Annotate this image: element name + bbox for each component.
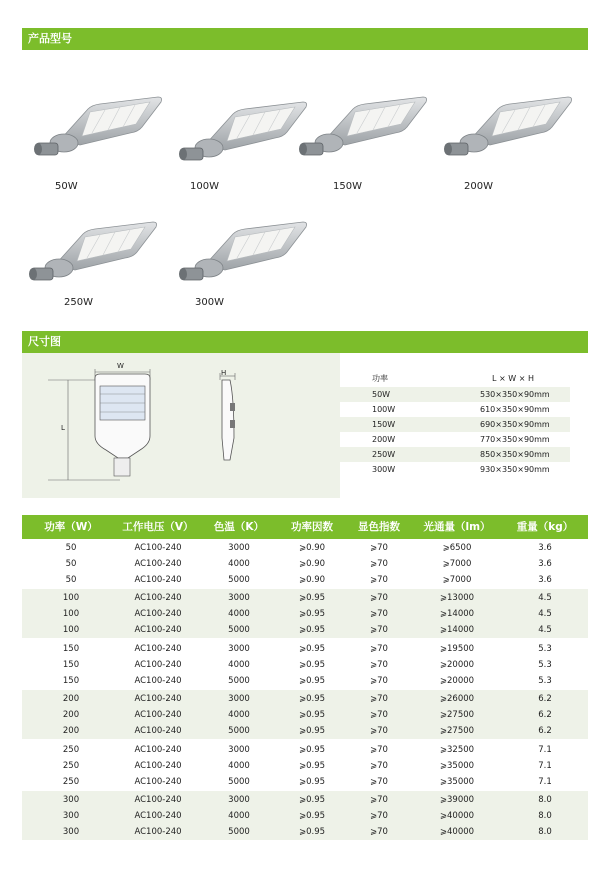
cell-power-factor: ⩾0.95 bbox=[298, 777, 326, 787]
dim-size: 770×350×90mm bbox=[480, 435, 550, 444]
cell-cri: ⩾70 bbox=[370, 777, 388, 787]
header-weight: 重量（kg） bbox=[516, 521, 574, 533]
cell-cri: ⩾70 bbox=[370, 543, 388, 553]
cell-color-temp: 5000 bbox=[228, 827, 250, 837]
dimension-table-header bbox=[340, 371, 570, 386]
product-image-200w bbox=[440, 85, 575, 170]
cell-cri: ⩾70 bbox=[370, 559, 388, 569]
cell-voltage: AC100-240 bbox=[134, 660, 182, 670]
cell-cri: ⩾70 bbox=[370, 676, 388, 686]
dim-power: 300W bbox=[372, 465, 396, 474]
table-row bbox=[22, 572, 588, 588]
cell-weight: 6.2 bbox=[538, 726, 552, 736]
spec-row-group bbox=[22, 640, 588, 689]
cell-cri: ⩾70 bbox=[370, 575, 388, 585]
cell-power-factor: ⩾0.95 bbox=[298, 827, 326, 837]
cell-lumen: ⩾26000 bbox=[439, 694, 475, 704]
cell-voltage: AC100-240 bbox=[134, 543, 182, 553]
cell-power: 50 bbox=[65, 575, 77, 585]
spec-row-group bbox=[22, 741, 588, 790]
cell-power: 300 bbox=[62, 827, 80, 837]
cell-power: 50 bbox=[65, 559, 77, 569]
cell-power: 150 bbox=[62, 660, 80, 670]
cell-power-factor: ⩾0.90 bbox=[298, 559, 326, 569]
dim-size: 850×350×90mm bbox=[480, 450, 550, 459]
header-power: 功率（W） bbox=[44, 521, 98, 533]
dim-power: 100W bbox=[372, 405, 396, 414]
cell-power-factor: ⩾0.95 bbox=[298, 726, 326, 736]
product-image-250w bbox=[25, 210, 160, 295]
cell-power: 200 bbox=[62, 710, 80, 720]
cell-cri: ⩾70 bbox=[370, 644, 388, 654]
cell-lumen: ⩾39000 bbox=[439, 795, 475, 805]
header-cri: 显色指数 bbox=[358, 521, 400, 533]
cell-voltage: AC100-240 bbox=[134, 726, 182, 736]
header-power: 功率 bbox=[372, 374, 388, 383]
cell-weight: 6.2 bbox=[538, 694, 552, 704]
product-image-50w bbox=[30, 85, 165, 170]
table-row bbox=[22, 792, 588, 808]
product-label: 250W bbox=[64, 297, 93, 308]
cell-power: 250 bbox=[62, 745, 80, 755]
cell-power: 50 bbox=[65, 543, 77, 553]
cell-weight: 5.3 bbox=[538, 660, 552, 670]
cell-power-factor: ⩾0.95 bbox=[298, 593, 326, 603]
section-header-dimension-drawing bbox=[22, 331, 588, 353]
cell-weight: 3.6 bbox=[538, 543, 552, 553]
cell-cri: ⩾70 bbox=[370, 593, 388, 603]
cell-power-factor: ⩾0.95 bbox=[298, 795, 326, 805]
table-row bbox=[22, 808, 588, 824]
section-header-product-models bbox=[22, 28, 588, 50]
cell-power-factor: ⩾0.95 bbox=[298, 625, 326, 635]
cell-weight: 3.6 bbox=[538, 575, 552, 585]
cell-color-temp: 5000 bbox=[228, 575, 250, 585]
cell-weight: 4.5 bbox=[538, 609, 552, 619]
cell-lumen: ⩾27500 bbox=[439, 710, 475, 720]
cell-power: 300 bbox=[62, 795, 80, 805]
cell-voltage: AC100-240 bbox=[134, 593, 182, 603]
cell-color-temp: 3000 bbox=[228, 745, 250, 755]
cell-color-temp: 3000 bbox=[228, 644, 250, 654]
cell-voltage: AC100-240 bbox=[134, 795, 182, 805]
header-lumen: 光通量（lm） bbox=[423, 521, 491, 533]
cell-weight: 6.2 bbox=[538, 710, 552, 720]
cell-lumen: ⩾27500 bbox=[439, 726, 475, 736]
spec-row-group bbox=[22, 539, 588, 588]
dim-size: 930×350×90mm bbox=[480, 465, 550, 474]
cell-cri: ⩾70 bbox=[370, 660, 388, 670]
cell-voltage: AC100-240 bbox=[134, 777, 182, 787]
cell-lumen: ⩾20000 bbox=[439, 676, 475, 686]
cell-voltage: AC100-240 bbox=[134, 761, 182, 771]
cell-color-temp: 4000 bbox=[228, 811, 250, 821]
header-power-factor: 功率因数 bbox=[291, 521, 333, 533]
cell-power-factor: ⩾0.95 bbox=[298, 644, 326, 654]
cell-color-temp: 4000 bbox=[228, 609, 250, 619]
cell-lumen: ⩾35000 bbox=[439, 761, 475, 771]
cell-power-factor: ⩾0.95 bbox=[298, 710, 326, 720]
spec-row-group bbox=[22, 791, 588, 840]
section-title: 产品型号 bbox=[28, 32, 72, 45]
cell-cri: ⩾70 bbox=[370, 625, 388, 635]
dim-size: 610×350×90mm bbox=[480, 405, 550, 414]
dimension-row bbox=[340, 402, 570, 417]
dimension-row bbox=[340, 462, 570, 477]
cell-color-temp: 5000 bbox=[228, 676, 250, 686]
cell-weight: 4.5 bbox=[538, 625, 552, 635]
cell-cri: ⩾70 bbox=[370, 827, 388, 837]
cell-weight: 4.5 bbox=[538, 593, 552, 603]
dimension-row bbox=[340, 447, 570, 462]
table-row bbox=[22, 691, 588, 707]
cell-power: 250 bbox=[62, 761, 80, 771]
cell-voltage: AC100-240 bbox=[134, 559, 182, 569]
product-image-150w bbox=[295, 85, 430, 170]
cell-cri: ⩾70 bbox=[370, 745, 388, 755]
cell-cri: ⩾70 bbox=[370, 710, 388, 720]
cell-power: 150 bbox=[62, 644, 80, 654]
length-label: L bbox=[61, 424, 65, 432]
table-row bbox=[22, 673, 588, 689]
table-row bbox=[22, 774, 588, 790]
cell-power: 200 bbox=[62, 694, 80, 704]
cell-power-factor: ⩾0.90 bbox=[298, 543, 326, 553]
cell-weight: 5.3 bbox=[538, 644, 552, 654]
cell-lumen: ⩾20000 bbox=[439, 660, 475, 670]
dimension-drawing bbox=[40, 358, 300, 488]
cell-cri: ⩾70 bbox=[370, 761, 388, 771]
cell-color-temp: 5000 bbox=[228, 777, 250, 787]
cell-lumen: ⩾35000 bbox=[439, 777, 475, 787]
cell-color-temp: 5000 bbox=[228, 726, 250, 736]
cell-power-factor: ⩾0.95 bbox=[298, 811, 326, 821]
cell-power-factor: ⩾0.95 bbox=[298, 609, 326, 619]
cell-lumen: ⩾40000 bbox=[439, 811, 475, 821]
cell-power: 100 bbox=[62, 593, 80, 603]
table-row bbox=[22, 590, 588, 606]
cell-weight: 8.0 bbox=[538, 811, 552, 821]
dimension-row bbox=[340, 387, 570, 402]
cell-power-factor: ⩾0.95 bbox=[298, 676, 326, 686]
cell-lumen: ⩾7000 bbox=[442, 559, 472, 569]
cell-power: 300 bbox=[62, 811, 80, 821]
specification-table bbox=[22, 515, 588, 843]
table-row bbox=[22, 641, 588, 657]
cell-lumen: ⩾14000 bbox=[439, 625, 475, 635]
spec-table-header bbox=[22, 515, 588, 539]
cell-cri: ⩾70 bbox=[370, 726, 388, 736]
cell-power-factor: ⩾0.95 bbox=[298, 761, 326, 771]
cell-lumen: ⩾14000 bbox=[439, 609, 475, 619]
cell-power-factor: ⩾0.95 bbox=[298, 660, 326, 670]
table-row bbox=[22, 657, 588, 673]
cell-power: 100 bbox=[62, 625, 80, 635]
cell-color-temp: 4000 bbox=[228, 761, 250, 771]
product-label: 300W bbox=[195, 297, 224, 308]
cell-weight: 8.0 bbox=[538, 795, 552, 805]
cell-color-temp: 3000 bbox=[228, 543, 250, 553]
dim-power: 150W bbox=[372, 420, 396, 429]
cell-color-temp: 3000 bbox=[228, 694, 250, 704]
cell-voltage: AC100-240 bbox=[134, 710, 182, 720]
cell-voltage: AC100-240 bbox=[134, 827, 182, 837]
cell-voltage: AC100-240 bbox=[134, 811, 182, 821]
section-title: 尺寸图 bbox=[28, 335, 61, 348]
cell-weight: 7.1 bbox=[538, 777, 552, 787]
dim-power: 250W bbox=[372, 450, 396, 459]
table-row bbox=[22, 540, 588, 556]
cell-weight: 7.1 bbox=[538, 761, 552, 771]
table-row bbox=[22, 707, 588, 723]
cell-voltage: AC100-240 bbox=[134, 676, 182, 686]
table-row bbox=[22, 742, 588, 758]
table-row bbox=[22, 622, 588, 638]
cell-voltage: AC100-240 bbox=[134, 625, 182, 635]
dimension-row bbox=[340, 417, 570, 432]
cell-voltage: AC100-240 bbox=[134, 609, 182, 619]
dim-size: 530×350×90mm bbox=[480, 390, 550, 399]
cell-power: 200 bbox=[62, 726, 80, 736]
table-row bbox=[22, 758, 588, 774]
table-row bbox=[22, 606, 588, 622]
table-row bbox=[22, 723, 588, 739]
product-image-300w bbox=[175, 210, 310, 295]
cell-color-temp: 3000 bbox=[228, 795, 250, 805]
cell-cri: ⩾70 bbox=[370, 811, 388, 821]
cell-power-factor: ⩾0.95 bbox=[298, 694, 326, 704]
cell-color-temp: 4000 bbox=[228, 710, 250, 720]
cell-power-factor: ⩾0.90 bbox=[298, 575, 326, 585]
dimension-row bbox=[340, 432, 570, 447]
cell-weight: 7.1 bbox=[538, 745, 552, 755]
product-image-100w bbox=[175, 90, 310, 175]
cell-lumen: ⩾7000 bbox=[442, 575, 472, 585]
cell-weight: 5.3 bbox=[538, 676, 552, 686]
cell-color-temp: 5000 bbox=[228, 625, 250, 635]
cell-color-temp: 4000 bbox=[228, 660, 250, 670]
cell-power: 250 bbox=[62, 777, 80, 787]
cell-voltage: AC100-240 bbox=[134, 745, 182, 755]
product-label: 150W bbox=[333, 181, 362, 192]
product-label: 50W bbox=[55, 181, 78, 192]
cell-color-temp: 3000 bbox=[228, 593, 250, 603]
width-label: W bbox=[117, 362, 124, 370]
cell-lumen: ⩾6500 bbox=[442, 543, 472, 553]
cell-power: 100 bbox=[62, 609, 80, 619]
header-color-temp: 色温（K） bbox=[213, 521, 265, 533]
product-label: 200W bbox=[464, 181, 493, 192]
cell-power-factor: ⩾0.95 bbox=[298, 745, 326, 755]
cell-cri: ⩾70 bbox=[370, 609, 388, 619]
header-voltage: 工作电压（V） bbox=[122, 521, 194, 533]
cell-cri: ⩾70 bbox=[370, 694, 388, 704]
cell-lumen: ⩾40000 bbox=[439, 827, 475, 837]
cell-color-temp: 4000 bbox=[228, 559, 250, 569]
height-label: H bbox=[221, 369, 227, 377]
cell-weight: 3.6 bbox=[538, 559, 552, 569]
table-row bbox=[22, 556, 588, 572]
cell-voltage: AC100-240 bbox=[134, 575, 182, 585]
table-row bbox=[22, 824, 588, 840]
dim-power: 50W bbox=[372, 390, 391, 399]
cell-cri: ⩾70 bbox=[370, 795, 388, 805]
spec-row-group bbox=[22, 589, 588, 638]
cell-power: 150 bbox=[62, 676, 80, 686]
cell-lumen: ⩾19500 bbox=[439, 644, 475, 654]
dim-power: 200W bbox=[372, 435, 396, 444]
cell-lumen: ⩾13000 bbox=[439, 593, 475, 603]
spec-row-group bbox=[22, 690, 588, 739]
cell-voltage: AC100-240 bbox=[134, 694, 182, 704]
cell-voltage: AC100-240 bbox=[134, 644, 182, 654]
cell-lumen: ⩾32500 bbox=[439, 745, 475, 755]
product-label: 100W bbox=[190, 181, 219, 192]
dim-size: 690×350×90mm bbox=[480, 420, 550, 429]
cell-weight: 8.0 bbox=[538, 827, 552, 837]
header-size: L × W × H bbox=[492, 374, 534, 383]
